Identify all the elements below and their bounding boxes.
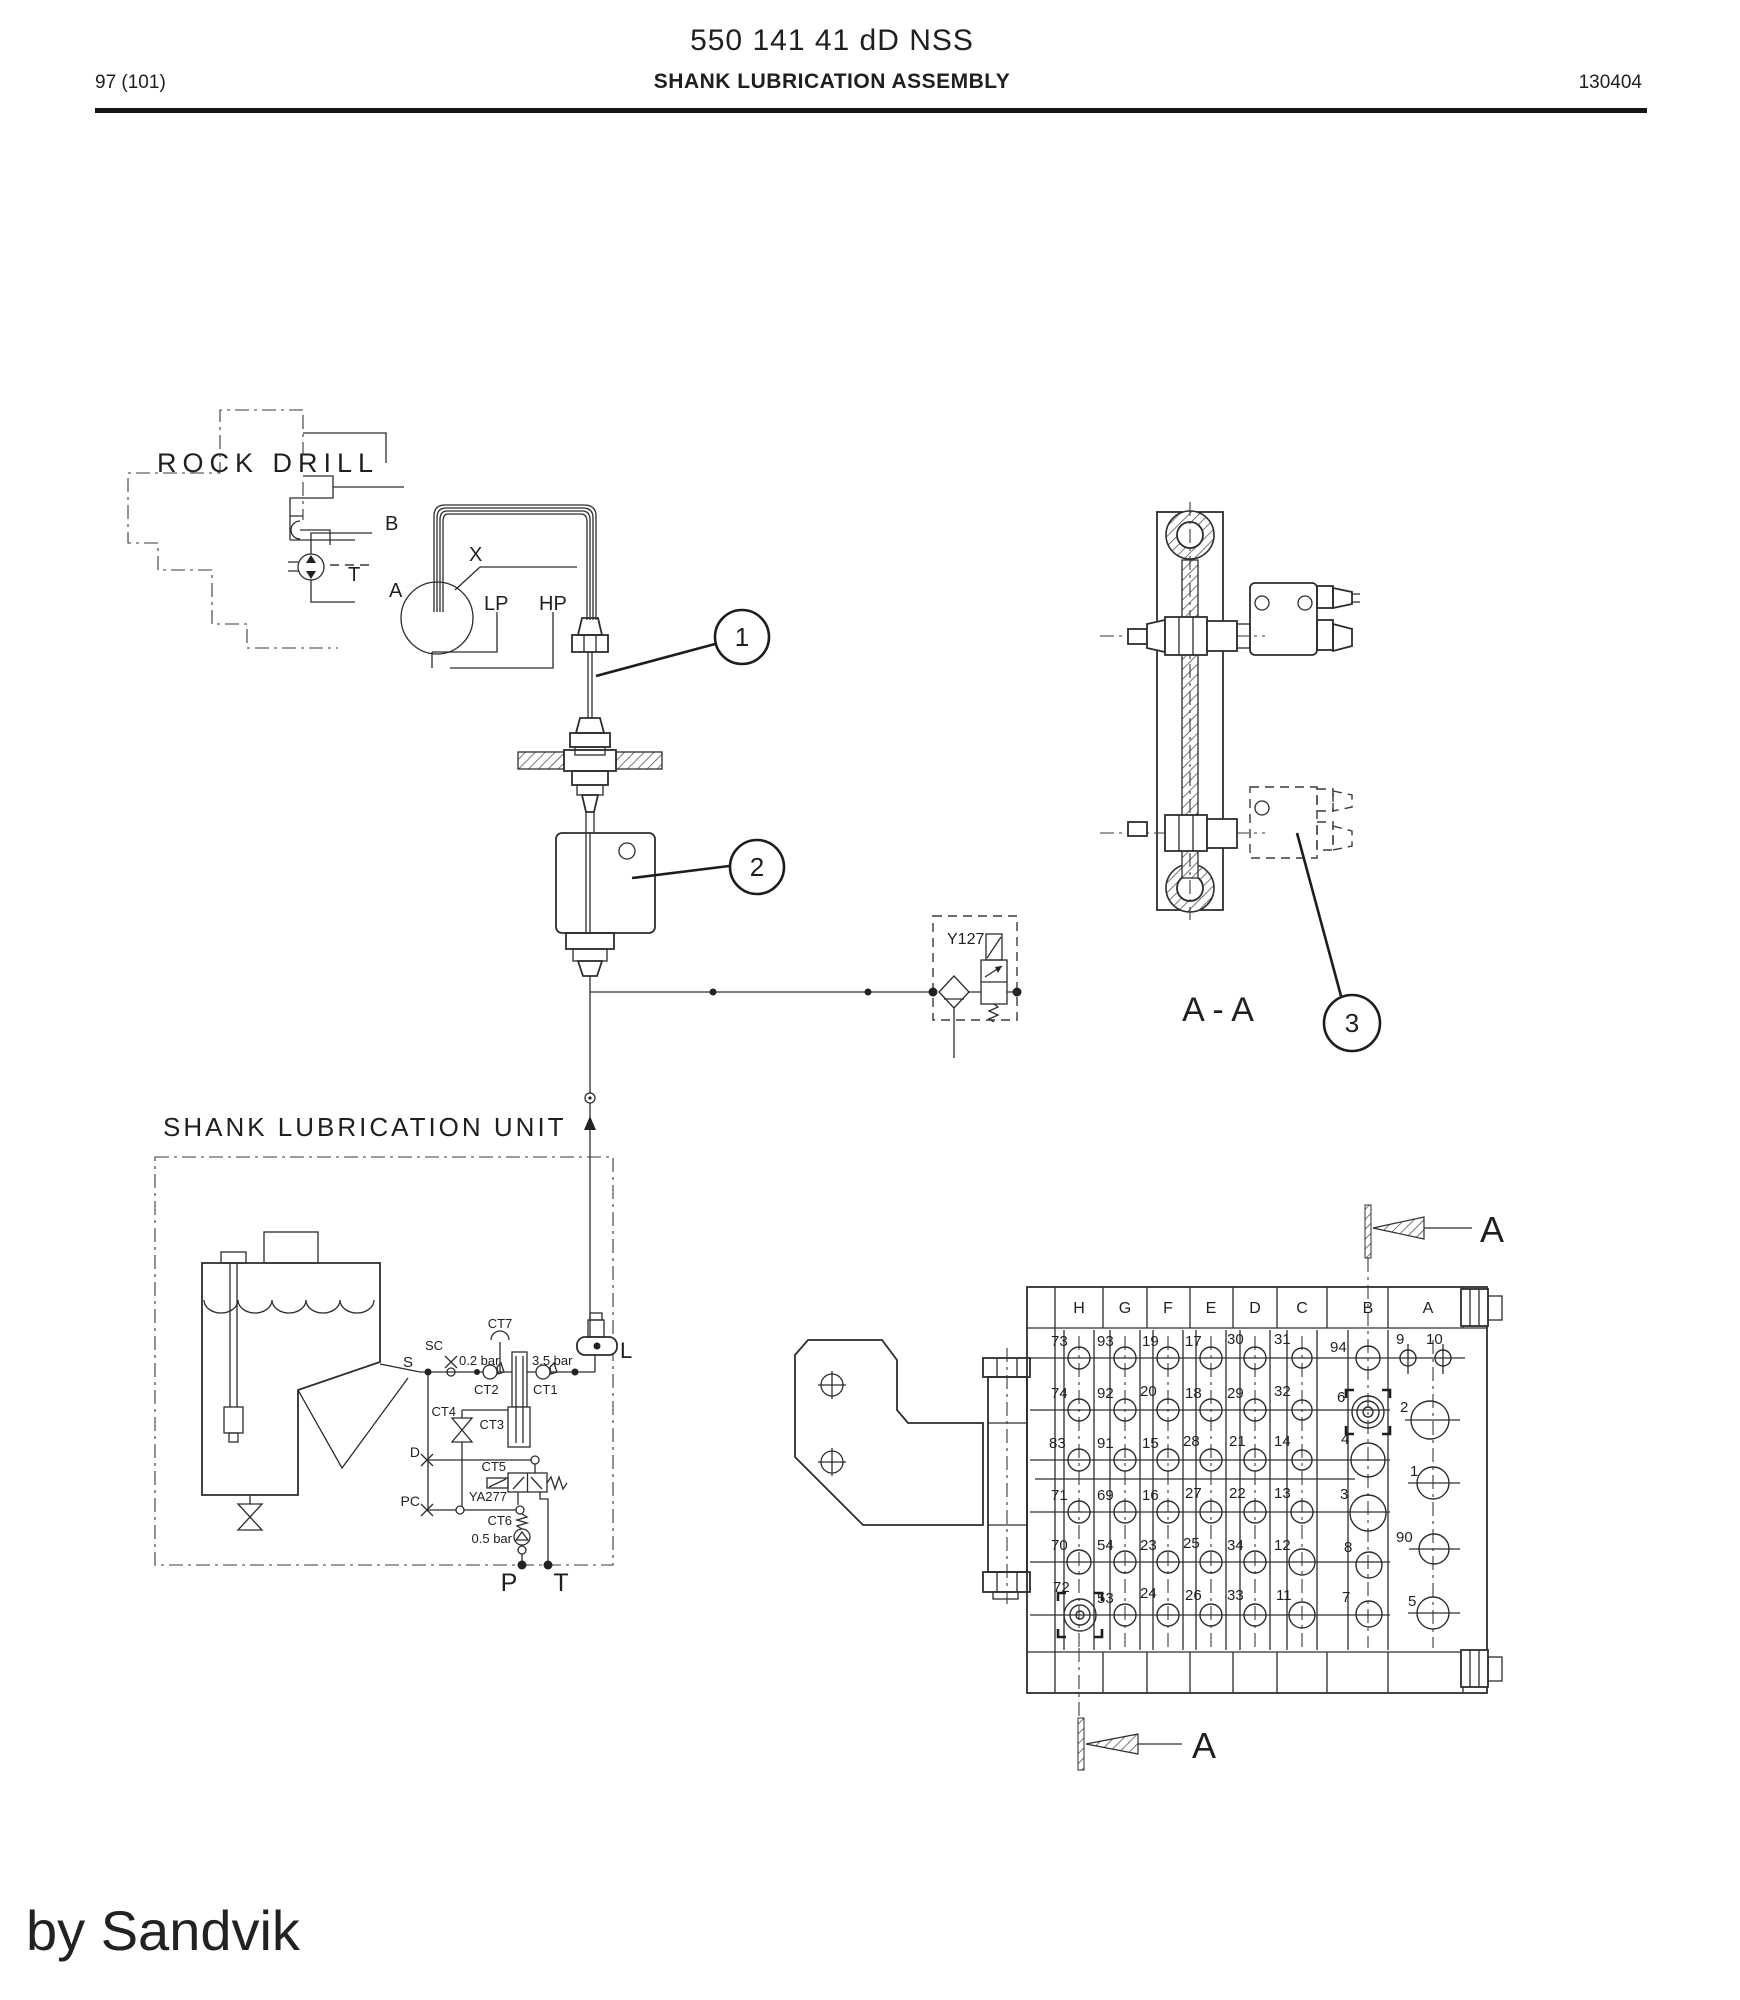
manifold-item-number: 22 (1229, 1485, 1246, 1502)
upper-fitting-block (1250, 583, 1317, 655)
manifold-holes (1064, 1346, 1451, 1631)
manifold-column-label: D (1249, 1300, 1261, 1317)
manifold-item-number: 5 (1408, 1593, 1417, 1610)
manifold-item-number: 28 (1183, 1433, 1200, 1450)
ct2-pressure: 0.2 bar (459, 1353, 500, 1368)
mounting-bracket (795, 1340, 983, 1525)
section-cut-label-bottom: A (1192, 1725, 1217, 1766)
port-lp-label: LP (484, 593, 509, 615)
callout-1-number: 1 (734, 622, 750, 652)
manifold-item-number: 1 (1410, 1463, 1419, 1480)
manifold-item-number: 53 (1097, 1590, 1114, 1607)
manifold-item-number: 69 (1097, 1487, 1114, 1504)
ct4-label: CT4 (431, 1404, 456, 1419)
manifold-item-number: 15 (1142, 1435, 1159, 1452)
ct5-label: CT5 (481, 1459, 506, 1474)
bulkhead-plate-left (518, 752, 564, 769)
lower-fitting-block (1250, 787, 1317, 858)
manifold-item-number: 12 (1274, 1537, 1291, 1554)
manifold-item-number: 93 (1097, 1333, 1114, 1350)
manifold-item-number: 23 (1140, 1537, 1157, 1554)
manifold-item-number: 29 (1227, 1385, 1244, 1402)
lube-pump-schematic (420, 1313, 617, 1570)
manifold-item-number: 4 (1341, 1431, 1350, 1448)
manifold-column-label: F (1163, 1300, 1173, 1317)
filter-symbol (939, 976, 969, 1008)
callout-1 (596, 610, 769, 676)
bulkhead-nut (564, 750, 616, 771)
manifold-item-number: 25 (1183, 1535, 1200, 1552)
manifold-column-label: A (1422, 1300, 1434, 1317)
manifold-item-number: 54 (1097, 1537, 1114, 1554)
manifold-item-number: 71 (1051, 1487, 1068, 1504)
manifold-item-number: 19 (1142, 1333, 1159, 1350)
port-t-label: T (348, 564, 361, 586)
manifold-item-number: 11 (1276, 1587, 1292, 1604)
manifold-column-label: B (1362, 1300, 1374, 1317)
oil-tank (202, 1232, 420, 1530)
manifold-column-label: E (1205, 1300, 1217, 1317)
manifold-column-label: G (1118, 1300, 1132, 1317)
manifold-item-number: 21 (1229, 1433, 1246, 1450)
drain-valve (238, 1495, 262, 1530)
bulkhead-plate-right (616, 752, 662, 769)
manifold-column-label: H (1073, 1300, 1085, 1317)
manifold-item-number: 14 (1274, 1433, 1291, 1450)
manifold-item-number: 16 (1142, 1487, 1159, 1504)
document-number: 550 141 41 dD NSS (690, 24, 974, 57)
port-l-label: L (620, 1338, 633, 1363)
solenoid-id-label: YA277 (468, 1489, 507, 1504)
rock-drill-schematic (128, 410, 577, 668)
date-code: 130404 (1578, 72, 1642, 93)
manifold-item-number: 17 (1185, 1333, 1202, 1350)
manifold-item-number: 83 (1049, 1435, 1066, 1452)
ct1-label: CT1 (533, 1382, 558, 1397)
callout-2-number: 2 (749, 852, 765, 882)
manifold-item-number: 3 (1340, 1486, 1349, 1503)
manifold-item-number: 92 (1097, 1385, 1114, 1402)
ct7-label: CT7 (487, 1316, 513, 1331)
manifold-item-number: 9 (1396, 1331, 1405, 1348)
section-aa-view (1100, 502, 1360, 1029)
dosing-block (556, 833, 655, 933)
pc-point-label: PC (400, 1493, 420, 1509)
manifold-item-number: 32 (1274, 1383, 1291, 1400)
manifold-item-number: 91 (1097, 1435, 1114, 1452)
page-title: SHANK LUBRICATION ASSEMBLY (653, 70, 1011, 93)
sc-label: SC (424, 1338, 443, 1353)
section-cut-marker-bottom (1078, 1718, 1216, 1770)
port-x-label: X (469, 544, 483, 566)
port-s-label: S (402, 1354, 413, 1371)
manifold-item-number: 20 (1140, 1383, 1157, 1400)
manifold-item-number: 72 (1053, 1579, 1070, 1596)
manifold-item-number: 70 (1051, 1537, 1068, 1554)
stud-bolt (983, 1348, 1030, 1604)
manifold-item-number: 7 (1342, 1589, 1351, 1606)
manifold-item-number: 26 (1185, 1587, 1202, 1604)
port-hp-label: HP (539, 593, 567, 615)
manifold-item-number: 31 (1274, 1331, 1291, 1348)
ct1-pressure: 3.5 bar (532, 1353, 573, 1368)
rock-drill-title: ROCK DRILL (157, 448, 380, 478)
manifold-item-number: 2 (1400, 1399, 1409, 1416)
sandvik-byline: by Sandvik (26, 1899, 300, 1962)
manifold-item-number: 24 (1140, 1585, 1157, 1602)
manifold-item-number: 73 (1051, 1333, 1068, 1350)
tube-nipple (578, 618, 602, 635)
port-t-label: T (553, 1569, 569, 1597)
manifold-item-number: 6 (1337, 1389, 1346, 1406)
port-a-label: A (389, 580, 403, 602)
manifold-item-number: 13 (1274, 1485, 1291, 1502)
manifold-item-number: 94 (1330, 1339, 1347, 1356)
lubrication-supply-line (434, 505, 933, 1340)
manifold-block (795, 1205, 1504, 1770)
ct6-label: CT6 (487, 1513, 512, 1528)
manifold-item-number: 8 (1344, 1539, 1353, 1556)
ct2-label: CT2 (474, 1382, 499, 1397)
d-point-label: D (409, 1444, 420, 1460)
manifold-item-number: 34 (1227, 1537, 1244, 1554)
manifold-item-number: 30 (1227, 1331, 1244, 1348)
manifold-item-number: 90 (1396, 1529, 1413, 1546)
shank-lubrication-unit (155, 1112, 632, 1597)
page-reference: 97 (101) (95, 72, 166, 93)
hex-plug-fittings (1461, 1289, 1502, 1687)
callout-3-number: 3 (1344, 1008, 1360, 1038)
level-float (224, 1407, 243, 1433)
section-cut-label-top: A (1480, 1209, 1505, 1250)
ct3-label: CT3 (479, 1417, 504, 1432)
port-b-label: B (385, 513, 399, 535)
manifold-column-label: C (1296, 1300, 1308, 1317)
callout-3 (1297, 833, 1380, 1051)
unit-title: SHANK LUBRICATION UNIT (163, 1112, 567, 1142)
manifold-item-number: 27 (1185, 1485, 1202, 1502)
port-p-label: P (500, 1569, 518, 1597)
ct6-pressure: 0.5 bar (471, 1531, 512, 1546)
manifold-item-number: 33 (1227, 1587, 1244, 1604)
manifold-item-number: 74 (1051, 1385, 1068, 1402)
section-cut-marker-top (1365, 1205, 1504, 1258)
y127-valve (929, 916, 1022, 1058)
tube-nut (572, 635, 608, 652)
flow-arrow (584, 1116, 596, 1130)
manifold-item-number: 18 (1185, 1385, 1202, 1402)
section-view-title: A - A (1182, 991, 1254, 1029)
valve-id-label: Y127 (947, 931, 985, 948)
manifold-item-number: 10 (1426, 1331, 1443, 1348)
